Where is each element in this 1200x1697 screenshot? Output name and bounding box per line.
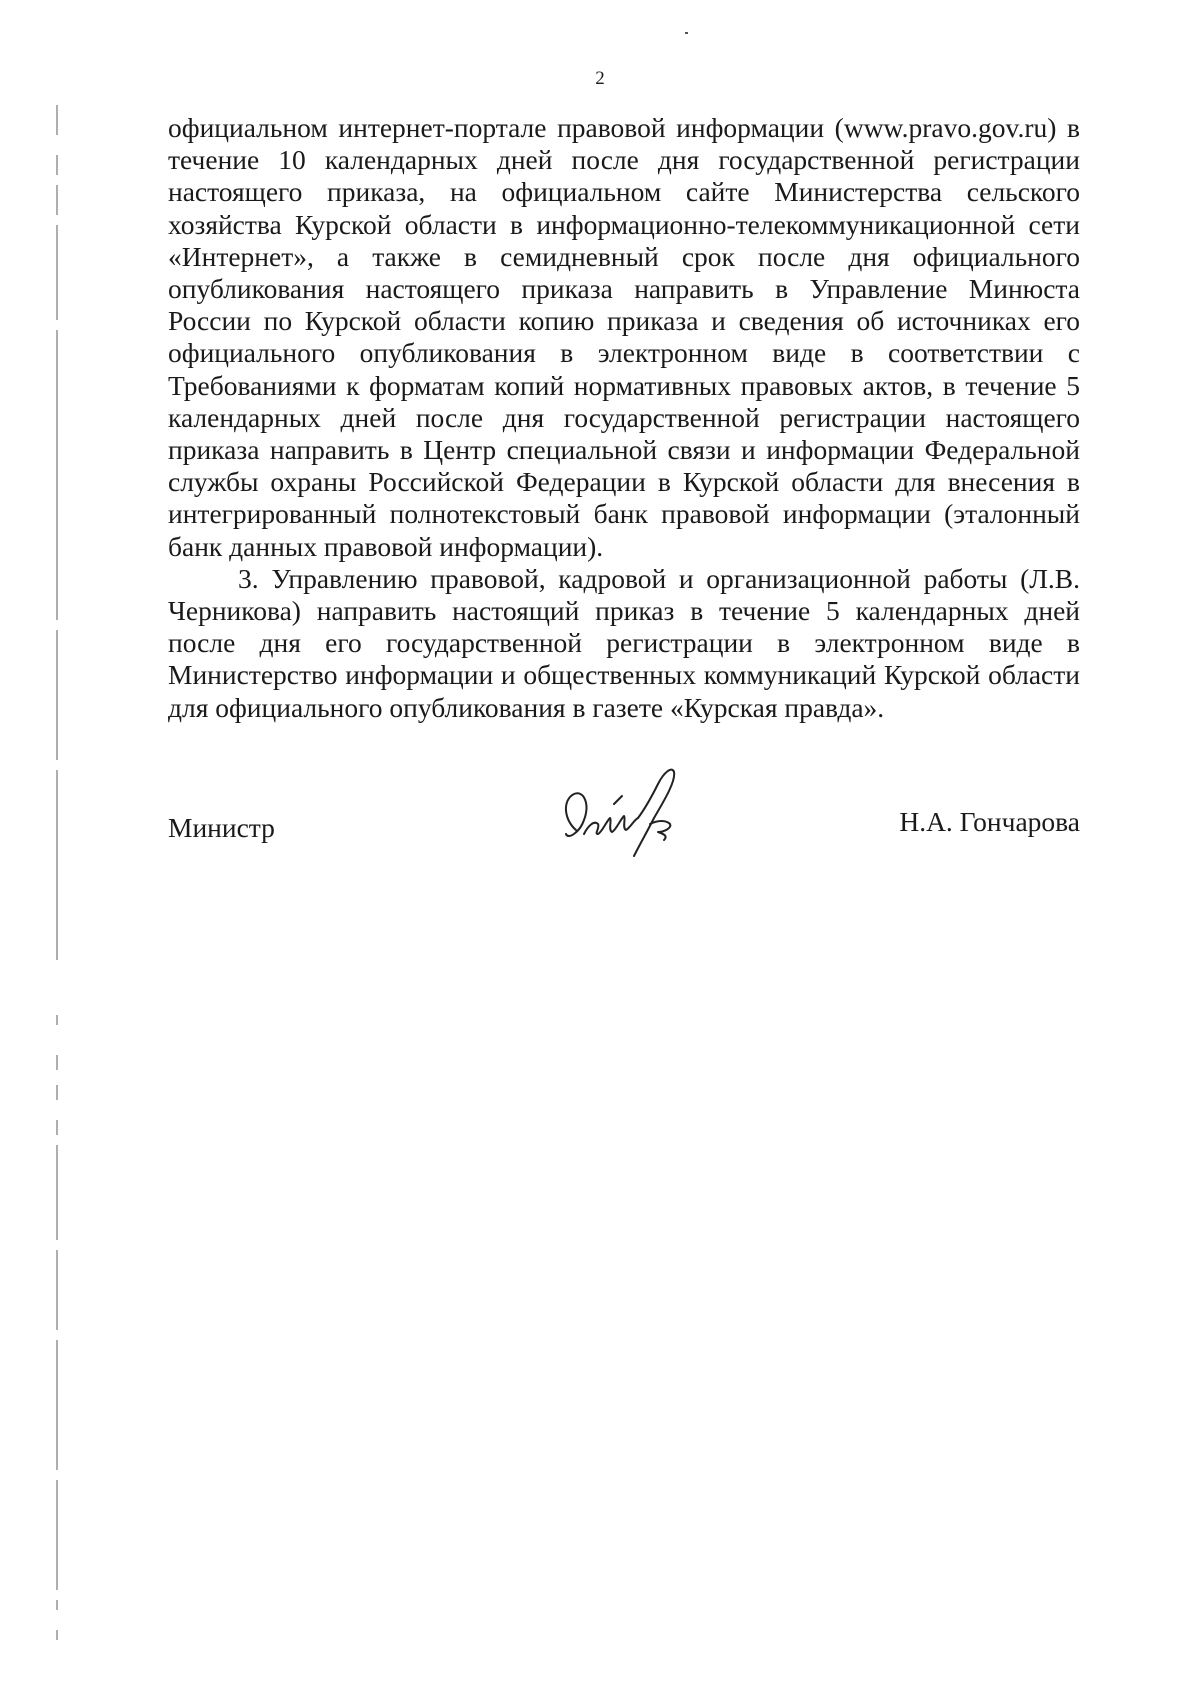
signature-block <box>168 770 1080 890</box>
signer-name: Н.А. Гончарова <box>899 806 1080 837</box>
scan-artifact-dot <box>685 32 688 34</box>
signer-position: Министр <box>168 812 275 843</box>
page-number: 2 <box>595 68 605 89</box>
handwritten-signature <box>554 760 704 870</box>
paragraph-item-3: 3. Управлению правовой, кадровой и организационной работы (Л.В. Черникова) направить настоящий приказ в течение 5 календарных дней после дня его государственной регистрации в электронном виде в Министерство информации и общественных коммуникаций Курской области для официального опубликования в газете «Курская правда». <box>168 562 1080 723</box>
document-body <box>168 112 1080 724</box>
scan-edge-artifact <box>55 0 59 1697</box>
paragraph-continuation: официальном интернет-портале правовой информации (www.pravo.gov.ru) в течение 10 календарных дней после дня государственной регистрации настоящего приказа, на официальном сайте Министерства сельского хозяйства Курской области в информационно-телекоммуникационной сети «Интернет», а также в семидневный срок после дня официального опубликования настоящего приказа направить в Управление Минюста России по Курской области копию приказа и сведения об источниках его официального опубликования в электронном виде в соответствии с Требованиями к форматам копий нормативных правовых актов, в течение 5 календарных дней после дня государственной регистрации настоящего приказа направить в Центр специальной связи и информации Федеральной службы охраны Российской Федерации в Курской области для внесения в интегрированный полнотекстовый банк правовой информации (эталонный банк данных правовой информации). <box>168 112 1080 562</box>
